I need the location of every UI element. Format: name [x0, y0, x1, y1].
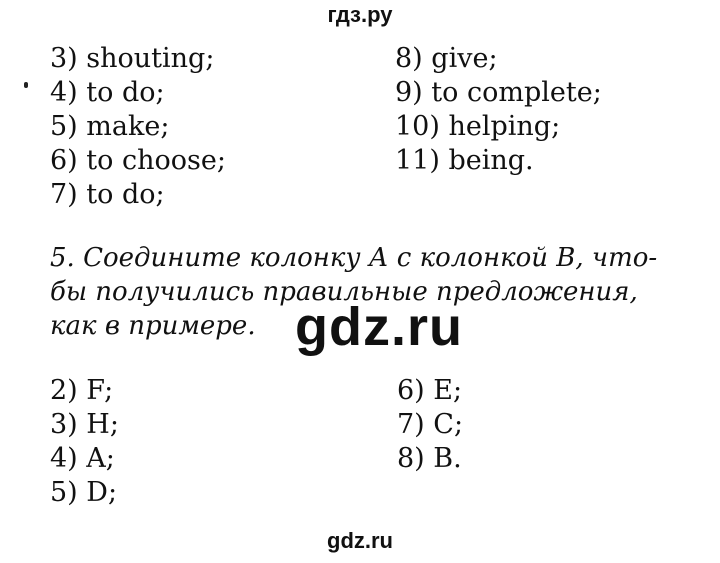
task5-line-2: бы получились правильные предложения,	[50, 277, 638, 307]
match-4: 4) A;	[50, 443, 115, 474]
answer-7: 7) to do;	[50, 179, 165, 210]
answer-10: 10) helping;	[395, 111, 561, 142]
task5-line-1: 5. Соедините колонку А с колонкой В, что-	[50, 243, 658, 273]
answer-3: 3) shouting;	[50, 43, 215, 74]
match-3: 3) H;	[50, 409, 119, 440]
match-8: 8) B.	[397, 443, 462, 474]
answer-5: 5) make;	[50, 111, 170, 142]
header-watermark: гдз.ру	[327, 2, 393, 27]
task5-line-3: как в примере.	[50, 311, 256, 341]
answer-11: 11) being.	[395, 145, 534, 176]
match-6: 6) E;	[397, 375, 463, 406]
match-5: 5) D;	[50, 477, 118, 508]
match-7: 7) C;	[397, 409, 464, 440]
match-2: 2) F;	[50, 375, 114, 406]
footer-watermark: gdz.ru	[327, 528, 393, 553]
center-watermark: gdz.ru	[295, 297, 463, 357]
answer-4: 4) to do;	[50, 77, 165, 108]
answer-8: 8) give;	[395, 43, 498, 74]
answer-6: 6) to choose;	[50, 145, 226, 176]
answer-9: 9) to complete;	[395, 77, 602, 108]
ink-dot	[24, 82, 28, 88]
